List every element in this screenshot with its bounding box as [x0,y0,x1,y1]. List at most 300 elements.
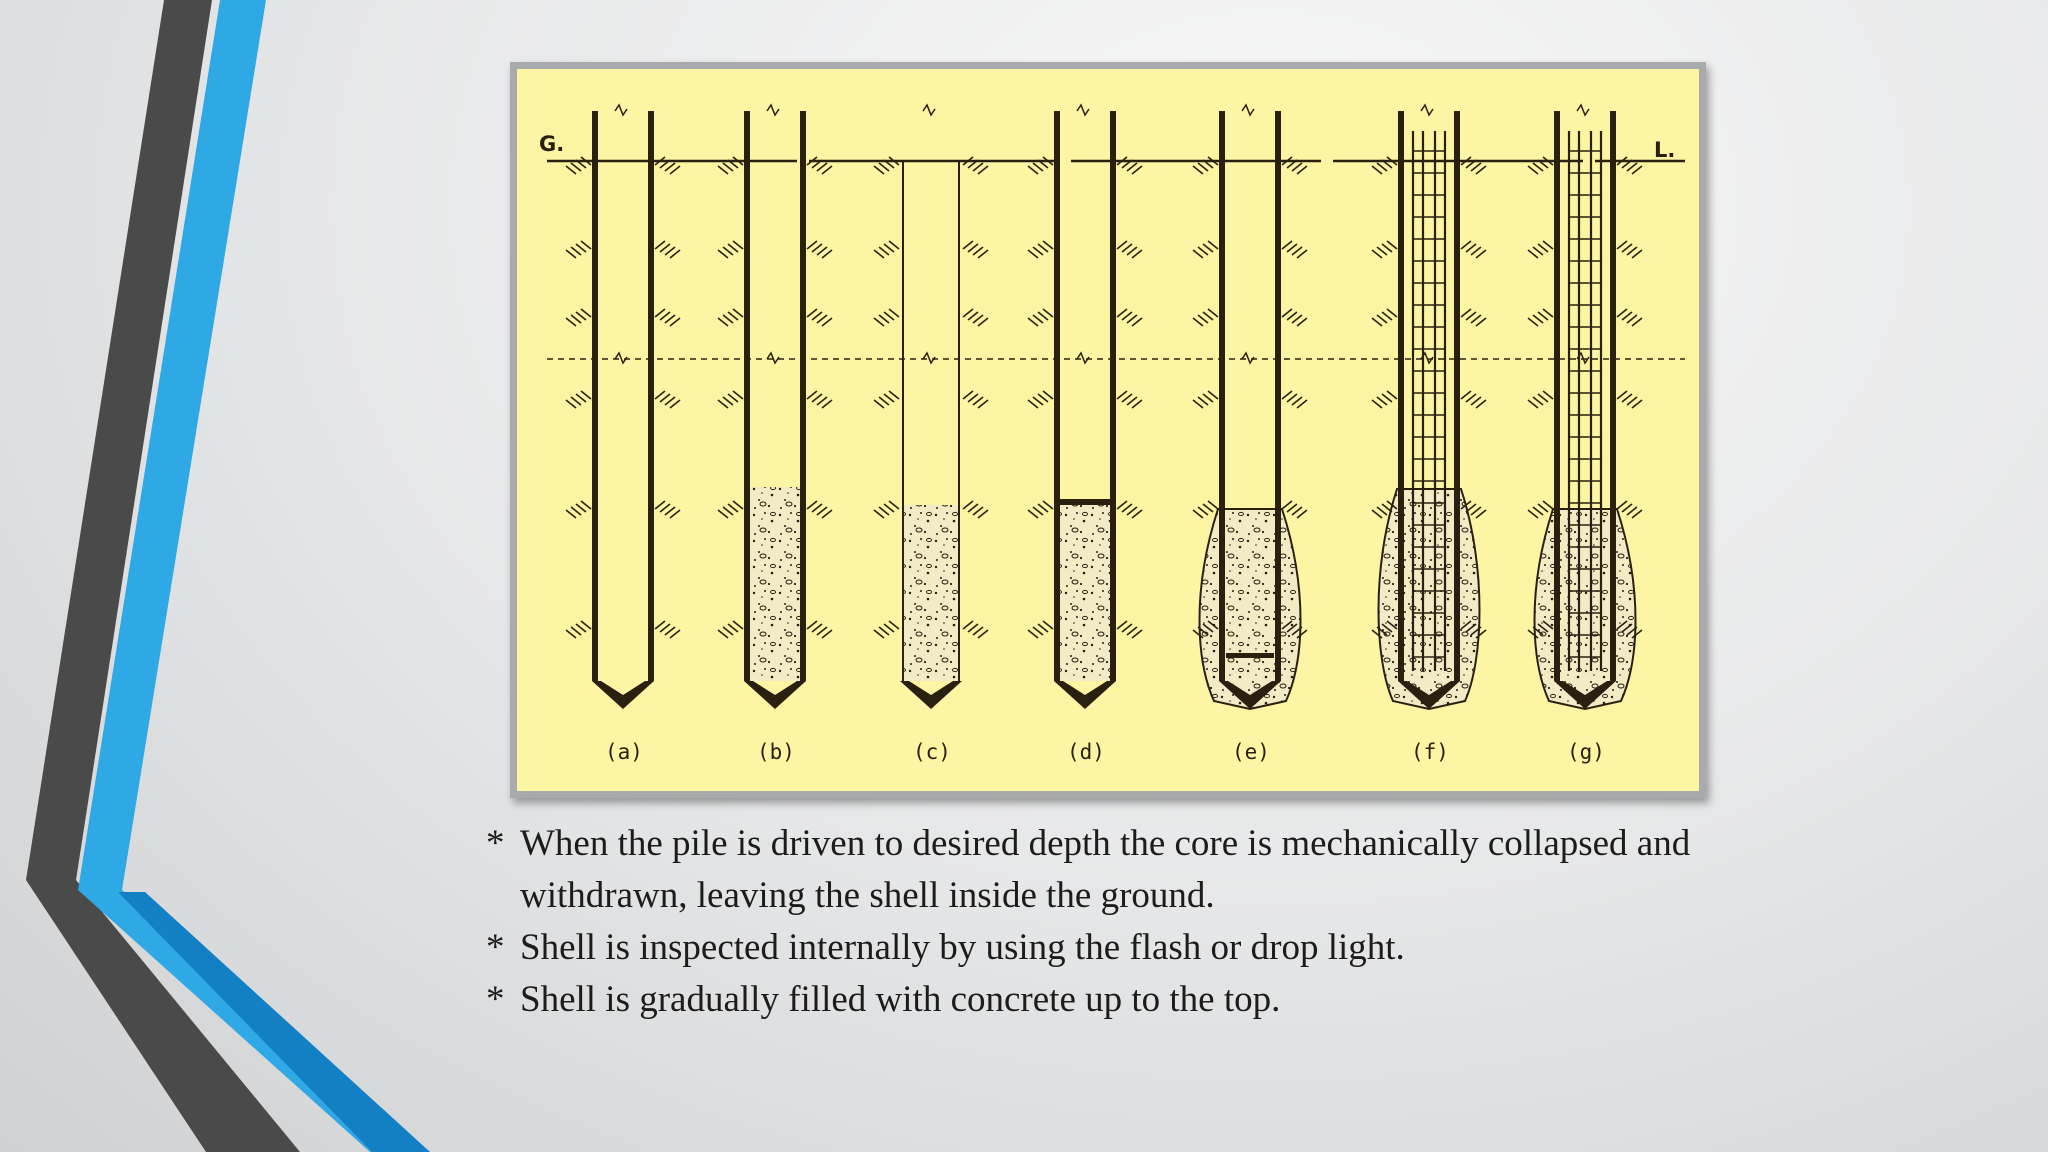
soil-hatch [879,247,889,255]
pile-wall-right [1610,111,1616,681]
soil-hatch [571,163,581,171]
concrete-fill [747,487,803,681]
soil-hatch [1043,241,1053,249]
soil-hatch [670,630,680,638]
soil-hatch [889,501,899,509]
soil-hatch [1122,244,1132,252]
soil-hatch [1297,166,1307,174]
soil-hatch [1632,510,1642,518]
soil-hatch [660,394,670,402]
soil-hatch [566,400,576,408]
soil-hatch [581,309,591,317]
soil-hatch [1528,318,1538,326]
soil-hatch [817,507,827,515]
break-mark [615,105,627,115]
soil-hatch [728,504,738,512]
concrete-fill [903,505,959,681]
soil-hatch [670,318,680,326]
soil-hatch [1028,510,1038,518]
soil-hatch [1203,312,1213,320]
break-mark [1077,353,1089,363]
soil-hatch [874,250,884,258]
soil-hatch [660,504,670,512]
soil-hatch [1471,507,1481,515]
soil-hatch [1476,510,1486,518]
soil-hatch [968,624,978,632]
soil-hatch [884,244,894,252]
soil-hatch [879,163,889,171]
soil-hatch [1193,166,1203,174]
soil-hatch [1632,400,1642,408]
soil-hatch [655,241,665,249]
soil-hatch [1287,244,1297,252]
soil-hatch [718,250,728,258]
pile-wall-left [592,111,598,681]
core-bottom [1226,653,1274,658]
soil-hatch [1028,250,1038,258]
soil-hatch [723,397,733,405]
break-mark [1242,353,1254,363]
soil-hatch [1632,250,1642,258]
soil-hatch [968,504,978,512]
soil-hatch [884,504,894,512]
soil-hatch [1282,241,1292,249]
soil-hatch [807,241,817,249]
soil-hatch [1617,309,1627,317]
soil-hatch [1622,312,1632,320]
soil-hatch [1533,507,1543,515]
soil-hatch [963,391,973,399]
soil-hatch [812,244,822,252]
break-mark [1421,105,1433,115]
soil-hatch [733,309,743,317]
soil-hatch [718,318,728,326]
soil-hatch [723,627,733,635]
soil-hatch [1466,244,1476,252]
stage-caption: (a) [605,740,643,764]
soil-hatch [1533,315,1543,323]
soil-hatch [1287,394,1297,402]
soil-hatch [1627,163,1637,171]
concrete-bulb [1379,489,1480,709]
soil-hatch [1297,250,1307,258]
stage-caption: (c) [913,740,951,764]
soil-hatch [1033,397,1043,405]
soil-hatch [1028,630,1038,638]
stage-caption: (e) [1232,740,1270,764]
pile-shoe [592,681,654,709]
soil-hatch [1377,507,1387,515]
pile-wall-right [648,111,654,681]
soil-hatch [566,510,576,518]
soil-hatch [1617,391,1627,399]
soil-hatch [566,630,576,638]
soil-hatch [1028,166,1038,174]
pile-wall-right [1275,111,1281,681]
pile-stage [873,105,989,709]
soil-hatch [1538,394,1548,402]
soil-hatch [812,504,822,512]
soil-hatch [723,247,733,255]
soil-hatch [978,250,988,258]
soil-hatch [978,510,988,518]
soil-hatch [571,315,581,323]
soil-hatch [1476,318,1486,326]
soil-hatch [879,507,889,515]
soil-hatch [879,315,889,323]
soil-hatch [665,627,675,635]
soil-hatch [1043,309,1053,317]
break-mark [923,353,935,363]
bullet-marker: * [486,979,505,1020]
soil-hatch [665,397,675,405]
soil-hatch [1533,247,1543,255]
stage-caption: (d) [1067,740,1105,764]
soil-hatch [1622,394,1632,402]
soil-hatch [963,241,973,249]
soil-hatch [1117,391,1127,399]
soil-hatch [1377,315,1387,323]
soil-hatch [963,309,973,317]
soil-hatch [822,318,832,326]
soil-hatch [963,621,973,629]
soil-hatch [1387,309,1397,317]
soil-hatch [1282,309,1292,317]
pile-shoe [900,681,962,709]
soil-hatch [665,315,675,323]
soil-hatch [822,630,832,638]
soil-hatch [1528,250,1538,258]
soil-hatch [1632,318,1642,326]
soil-hatch [1466,394,1476,402]
soil-hatch [1193,318,1203,326]
soil-hatch [874,400,884,408]
soil-hatch [1372,510,1382,518]
soil-hatch [1282,391,1292,399]
soil-hatch [822,510,832,518]
soil-hatch [733,621,743,629]
soil-hatch [1127,397,1137,405]
soil-hatch [978,166,988,174]
soil-hatch [1132,510,1142,518]
soil-hatch [576,394,586,402]
pile-wall-left [902,161,904,681]
soil-hatch [1377,397,1387,405]
soil-hatch [576,312,586,320]
soil-hatch [660,312,670,320]
soil-hatch [1122,312,1132,320]
soil-hatch [1476,400,1486,408]
soil-hatch [1617,241,1627,249]
soil-hatch [1533,397,1543,405]
soil-hatch [1292,163,1302,171]
soil-hatch [1533,163,1543,171]
soil-hatch [1122,504,1132,512]
soil-hatch [1622,504,1632,512]
soil-hatch [566,318,576,326]
bullet-marker: * [486,927,505,968]
soil-hatch [1132,318,1142,326]
soil-hatch [1193,510,1203,518]
soil-hatch [670,250,680,258]
soil-hatch [1287,504,1297,512]
soil-hatch [812,312,822,320]
soil-hatch [1033,627,1043,635]
soil-hatch [884,624,894,632]
soil-hatch [576,244,586,252]
bullet-marker: * [486,823,505,864]
soil-hatch [1387,241,1397,249]
soil-hatch [670,166,680,174]
soil-hatch [581,501,591,509]
concrete-bulb [1200,509,1301,709]
soil-hatch [655,621,665,629]
soil-hatch [1543,309,1553,317]
core-bottom [1057,499,1113,505]
soil-hatch [1292,397,1302,405]
soil-hatch [1372,400,1382,408]
soil-hatch [1292,507,1302,515]
soil-hatch [1122,394,1132,402]
soil-hatch [1471,315,1481,323]
soil-hatch [1043,391,1053,399]
soil-hatch [973,627,983,635]
soil-hatch [1297,318,1307,326]
soil-hatch [1193,400,1203,408]
soil-hatch [1476,166,1486,174]
pile-wall-left [1219,111,1225,681]
soil-hatch [718,400,728,408]
soil-hatch [571,247,581,255]
break-mark [767,105,779,115]
soil-hatch [1292,247,1302,255]
soil-hatch [571,627,581,635]
soil-hatch [1198,315,1208,323]
bullet-item [486,922,1786,974]
soil-hatch [963,501,973,509]
soil-hatch [1543,241,1553,249]
soil-hatch [884,312,894,320]
soil-hatch [1622,244,1632,252]
soil-hatch [1122,624,1132,632]
pile-wall-right [1110,111,1116,681]
soil-hatch [571,507,581,515]
soil-hatch [728,394,738,402]
pile-wall-right [800,111,806,681]
soil-hatch [874,510,884,518]
soil-hatch [1476,250,1486,258]
soil-hatch [1208,391,1218,399]
soil-hatch [822,400,832,408]
soil-hatch [1033,507,1043,515]
break-mark [1242,105,1254,115]
pile-stage [566,105,680,709]
break-mark [615,353,627,363]
soil-hatch [733,241,743,249]
soil-hatch [1208,501,1218,509]
soil-hatch [889,241,899,249]
soil-hatch [1543,391,1553,399]
soil-hatch [1043,621,1053,629]
soil-hatch [1038,312,1048,320]
soil-hatch [1372,166,1382,174]
soil-hatch [581,621,591,629]
soil-hatch [1461,309,1471,317]
soil-hatch [1203,244,1213,252]
soil-hatch [879,627,889,635]
soil-hatch [1208,309,1218,317]
soil-hatch [1117,241,1127,249]
soil-hatch [660,244,670,252]
soil-hatch [1387,391,1397,399]
soil-hatch [817,163,827,171]
soil-hatch [1038,244,1048,252]
soil-hatch [1282,501,1292,509]
soil-hatch [1193,250,1203,258]
soil-hatch [1627,397,1637,405]
soil-hatch [968,312,978,320]
soil-hatch [665,163,675,171]
soil-hatch [1028,318,1038,326]
bullet-list [486,818,1786,1026]
soil-hatch [1617,501,1627,509]
soil-hatch [1117,621,1127,629]
soil-hatch [884,394,894,402]
soil-hatch [978,400,988,408]
soil-hatch [968,394,978,402]
pile-wall-left [1554,111,1560,681]
soil-hatch [1127,247,1137,255]
soil-hatch [1627,247,1637,255]
soil-hatch [718,630,728,638]
pile-stage [718,105,832,709]
bullet-item [486,974,1786,1026]
soil-hatch [1297,400,1307,408]
concrete-bulb [1535,509,1636,709]
soil-hatch [1382,244,1392,252]
bullet-text: Shell is gradually filled with concrete up to the top. [520,979,1281,1020]
soil-hatch [728,624,738,632]
soil-hatch [817,397,827,405]
soil-hatch [1203,394,1213,402]
soil-hatch [1033,315,1043,323]
soil-hatch [1461,391,1471,399]
pile-shoe [744,681,806,709]
soil-hatch [723,507,733,515]
pile-wall-right [1454,111,1460,681]
soil-hatch [1038,504,1048,512]
soil-hatch [571,397,581,405]
soil-hatch [660,624,670,632]
soil-hatch [665,507,675,515]
soil-hatch [1117,501,1127,509]
pile-diagram [517,69,1699,791]
soil-hatch [1033,247,1043,255]
soil-hatch [581,241,591,249]
soil-hatch [1528,510,1538,518]
soil-hatch [807,391,817,399]
soil-hatch [807,621,817,629]
pile-wall-left [1054,111,1060,681]
soil-hatch [1038,394,1048,402]
soil-hatch [1382,394,1392,402]
soil-hatch [655,391,665,399]
soil-hatch [973,315,983,323]
soil-hatch [655,501,665,509]
soil-hatch [1632,166,1642,174]
soil-hatch [1471,163,1481,171]
soil-hatch [822,250,832,258]
stage-caption: (g) [1567,740,1605,764]
soil-hatch [822,166,832,174]
soil-hatch [1198,507,1208,515]
soil-hatch [874,166,884,174]
soil-hatch [576,504,586,512]
soil-hatch [1627,507,1637,515]
soil-hatch [1198,247,1208,255]
pile-wall-left [1398,111,1404,681]
soil-hatch [1127,163,1137,171]
soil-hatch [1117,309,1127,317]
pile-stage [1372,105,1486,709]
soil-hatch [723,163,733,171]
soil-hatch [973,507,983,515]
soil-hatch [723,315,733,323]
pile-diagram-drawing [517,69,1699,791]
pile-wall-left [744,111,750,681]
soil-hatch [1627,315,1637,323]
soil-hatch [1538,504,1548,512]
pile-stages [566,105,1642,709]
soil-hatch [817,315,827,323]
soil-hatch [1466,312,1476,320]
soil-hatch [1297,510,1307,518]
bullet-text: Shell is inspected internally by using the flash or drop light. [520,927,1405,968]
soil-hatch [1127,627,1137,635]
soil-hatch [1127,315,1137,323]
soil-hatch [576,624,586,632]
soil-hatch [978,630,988,638]
pile-diagram-frame [510,62,1706,798]
stage-captions [605,740,1605,764]
stage-caption: (f) [1411,740,1449,764]
pile-stage [1193,105,1307,709]
soil-hatch [733,391,743,399]
soil-hatch [874,318,884,326]
soil-hatch [889,309,899,317]
soil-hatch [728,244,738,252]
soil-hatch [1538,312,1548,320]
soil-hatch [1372,250,1382,258]
soil-hatch [1471,247,1481,255]
soil-hatch [1377,247,1387,255]
soil-hatch [807,309,817,317]
soil-hatch [889,621,899,629]
soil-hatch [1028,400,1038,408]
soil-hatch [1208,241,1218,249]
soil-hatch [817,247,827,255]
soil-hatch [581,391,591,399]
soil-hatch [1292,315,1302,323]
soil-hatch [879,397,889,405]
soil-hatch [1132,250,1142,258]
break-mark [767,353,779,363]
soil-hatch [718,166,728,174]
stage-caption: (b) [757,740,795,764]
soil-hatch [1198,397,1208,405]
soil-hatch [973,163,983,171]
soil-hatch [1382,312,1392,320]
